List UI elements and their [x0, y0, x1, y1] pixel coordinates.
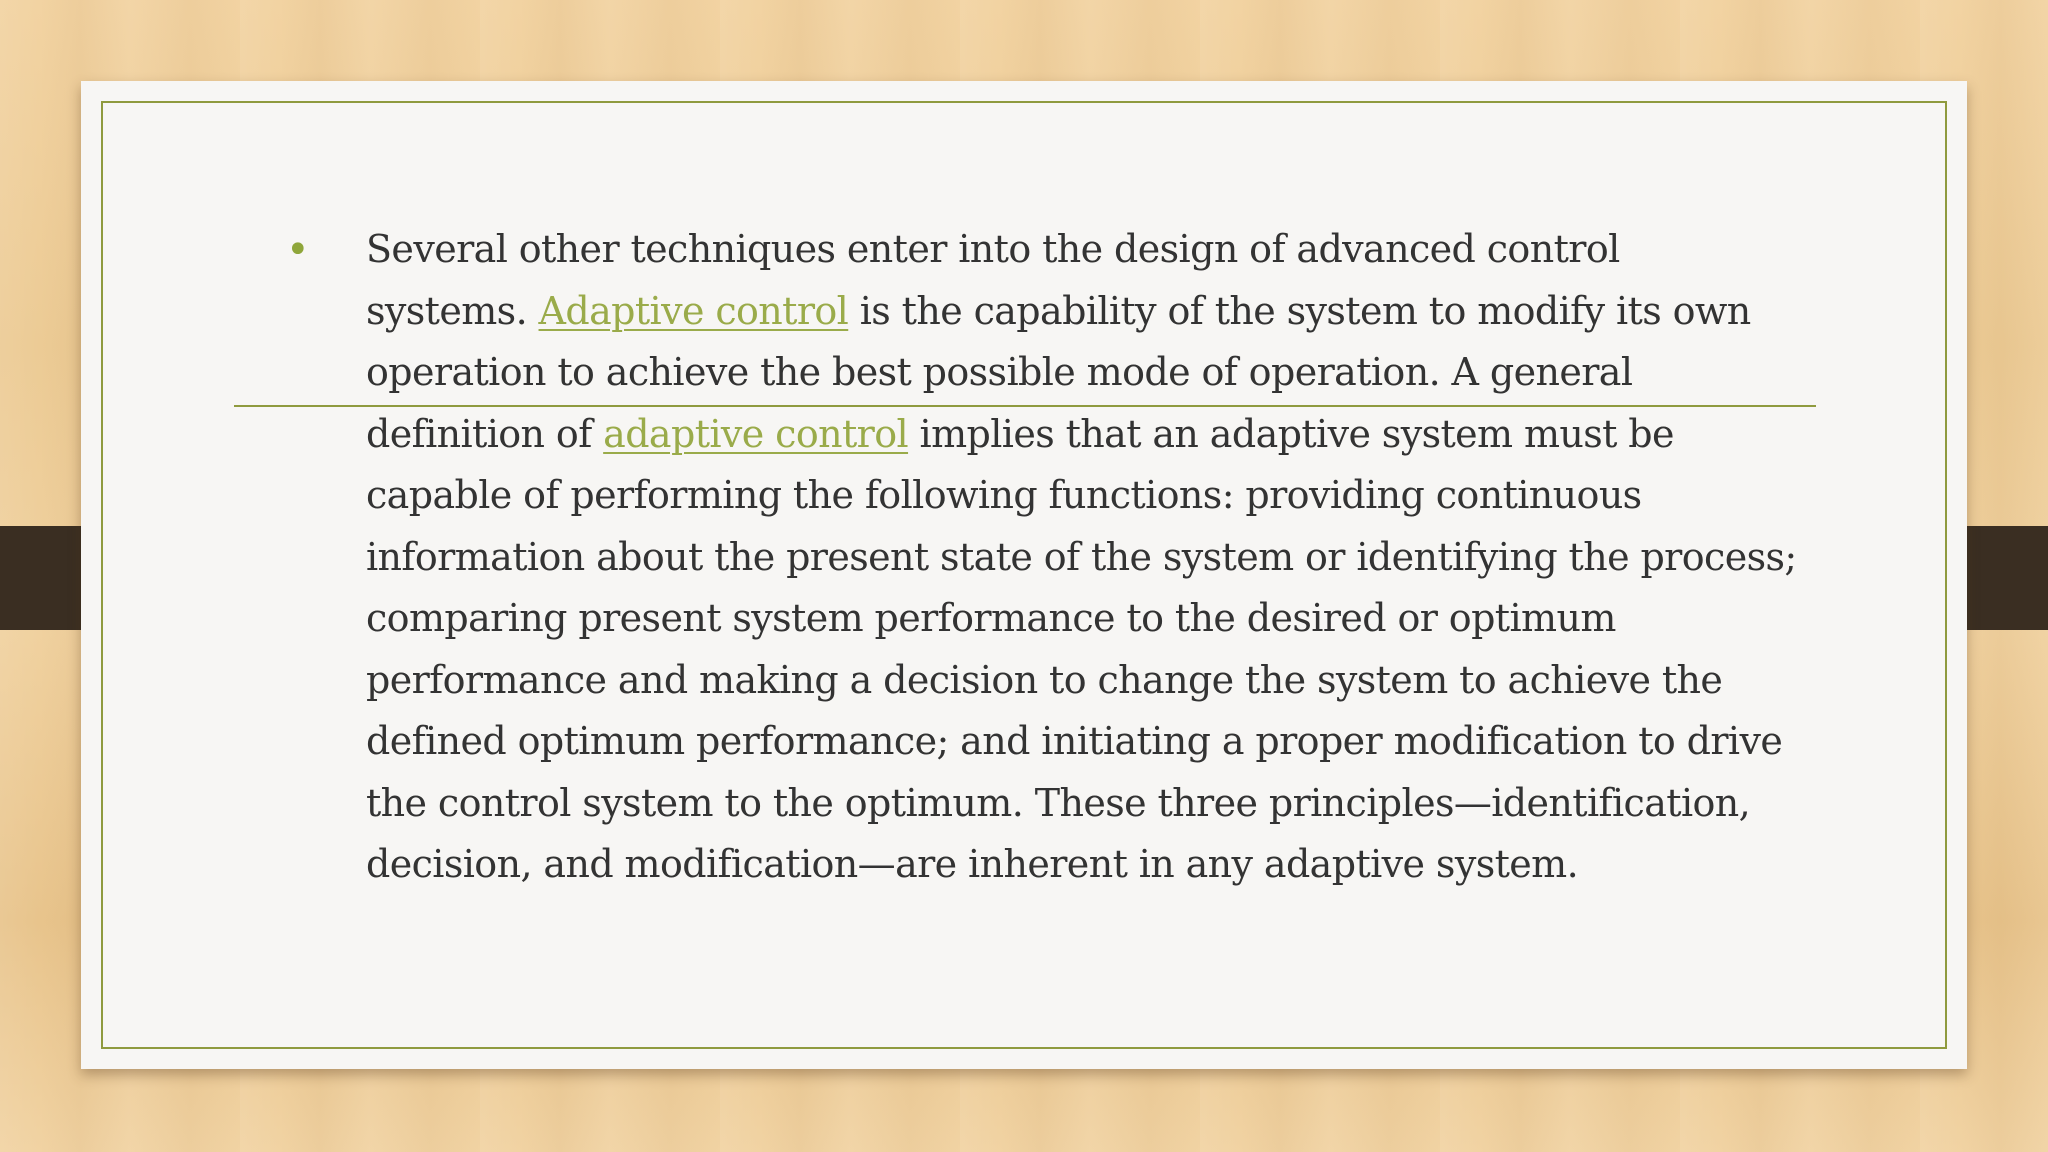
text-line-5: capable of performing the following functions: providing continuous [366, 473, 1642, 517]
bullet-dot-icon: • [286, 227, 310, 273]
text-line-4: definition of adaptive control implies that an adaptive system must be [366, 411, 1674, 456]
bullet-paragraph [286, 219, 1797, 896]
text-line-2: systems. Adaptive control is the capability of the system to modify its own [366, 288, 1751, 333]
adaptive-control-link-2[interactable]: adaptive control [603, 411, 909, 456]
slide-card [81, 81, 1967, 1069]
text-line-8: performance and making a decision to change the system to achieve the [366, 657, 1723, 702]
text-line-1: Several other techniques enter into the design of advanced control [366, 227, 1620, 271]
text-line-6: information about the present state of the system or identifying the process; [366, 534, 1797, 579]
text-line-11: decision, and modification—are inherent in any adaptive system. [366, 842, 1579, 886]
text-line-3: operation to achieve the best possible mode of operation. A general [366, 350, 1633, 394]
text-line-10: the control system to the optimum. These three principles—identification, [366, 780, 1751, 825]
text-line-9: defined optimum performance; and initiating a proper modification to drive [366, 719, 1783, 763]
text-line-7: comparing present system performance to the desired or optimum [366, 596, 1616, 640]
adaptive-control-link-1[interactable]: Adaptive control [538, 288, 849, 333]
